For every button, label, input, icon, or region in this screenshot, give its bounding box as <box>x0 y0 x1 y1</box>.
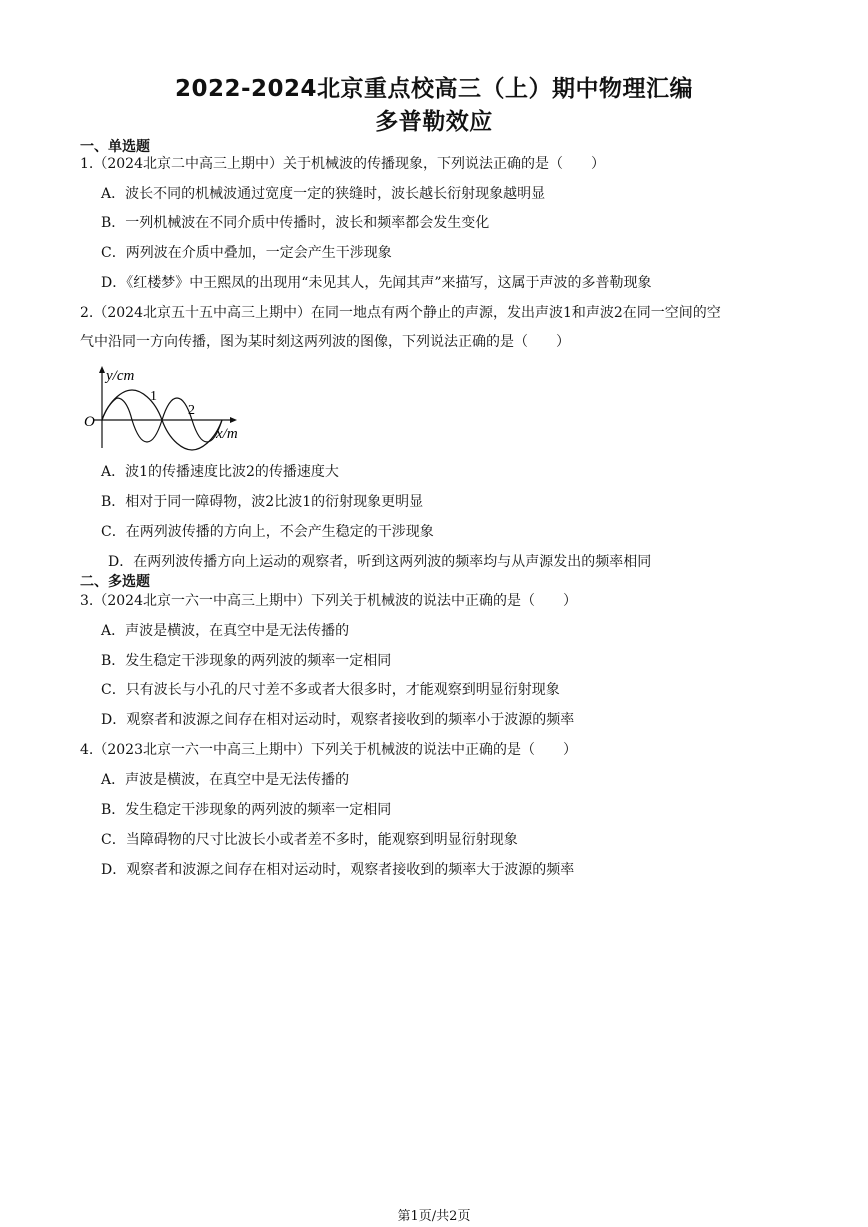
question-2-option-d: D．在两列波传播方向上运动的观察者，听到这两列波的频率均与从声源发出的频率相同 <box>108 554 652 570</box>
question-2-stem-line2: 气中沿同一方向传播，图为某时刻这两列波的图像，下列说法正确的是（ ） <box>80 334 570 350</box>
question-4-option-b: B．发生稳定干涉现象的两列波的频率一定相同 <box>101 802 392 818</box>
question-1-option-a: A．波长不同的机械波通过宽度一定的狭缝时，波长越长衍射现象越明显 <box>101 186 546 202</box>
wave-2-label: 2 <box>188 403 195 418</box>
question-3-option-b: B．发生稳定干涉现象的两列波的频率一定相同 <box>101 653 392 669</box>
question-2-option-b: B．相对于同一障碍物，波2比波1的衍射现象更明显 <box>101 494 424 510</box>
question-2-stem-line1: 2.（2024北京五十五中高三上期中）在同一地点有两个静止的声源，发出声波1和声波2在同一空间的空 <box>80 305 721 321</box>
question-1-option-d: D．《红楼梦》中王熙凤的出现用“未见其人，先闻其声”来描写，这属于声波的多普勒现象 <box>101 275 652 291</box>
document-title: 2022-2024北京重点校高三（上）期中物理汇编 <box>174 76 694 102</box>
wave-figure <box>80 364 260 454</box>
question-4-option-d: D．观察者和波源之间存在相对运动时，观察者接收到的频率大于波源的频率 <box>101 862 575 878</box>
x-axis-label: x/m <box>216 426 238 442</box>
question-1-option-c: C．两列波在介质中叠加，一定会产生干涉现象 <box>101 245 392 261</box>
question-2-option-a: A．波1的传播速度比波2的传播速度大 <box>101 464 339 480</box>
question-4-option-a: A．声波是横波，在真空中是无法传播的 <box>101 772 350 788</box>
y-axis-arrow <box>99 366 105 373</box>
question-2-option-c: C．在两列波传播的方向上，不会产生稳定的干涉现象 <box>101 524 434 540</box>
section-heading-single-choice: 一、单选题 <box>80 139 150 155</box>
question-1-option-b: B．一列机械波在不同介质中传播时，波长和频率都会发生变化 <box>101 215 490 231</box>
question-4-option-c: C．当障碍物的尺寸比波长小或者差不多时，能观察到明显衍射现象 <box>101 832 518 848</box>
section-heading-multiple-choice: 二、多选题 <box>80 574 150 590</box>
x-axis-arrow <box>230 417 237 423</box>
question-3-option-d: D．观察者和波源之间存在相对运动时，观察者接收到的频率小于波源的频率 <box>101 712 575 728</box>
wave-1-label: 1 <box>150 389 157 404</box>
question-1-stem: 1.（2024北京二中高三上期中）关于机械波的传播现象，下列说法正确的是（ ） <box>80 156 605 172</box>
origin-label: O <box>84 414 95 430</box>
question-3-option-c: C．只有波长与小孔的尺寸差不多或者大很多时，才能观察到明显衍射现象 <box>101 682 560 698</box>
question-3-option-a: A．声波是横波，在真空中是无法传播的 <box>101 623 350 639</box>
document-subtitle: 多普勒效应 <box>375 109 493 135</box>
page-number: 第1页/共2页 <box>397 1209 471 1224</box>
y-axis-label: y/cm <box>106 368 135 384</box>
question-4-stem: 4.（2023北京一六一中高三上期中）下列关于机械波的说法中正确的是（ ） <box>80 742 577 758</box>
question-3-stem: 3.（2024北京一六一中高三上期中）下列关于机械波的说法中正确的是（ ） <box>80 593 577 609</box>
